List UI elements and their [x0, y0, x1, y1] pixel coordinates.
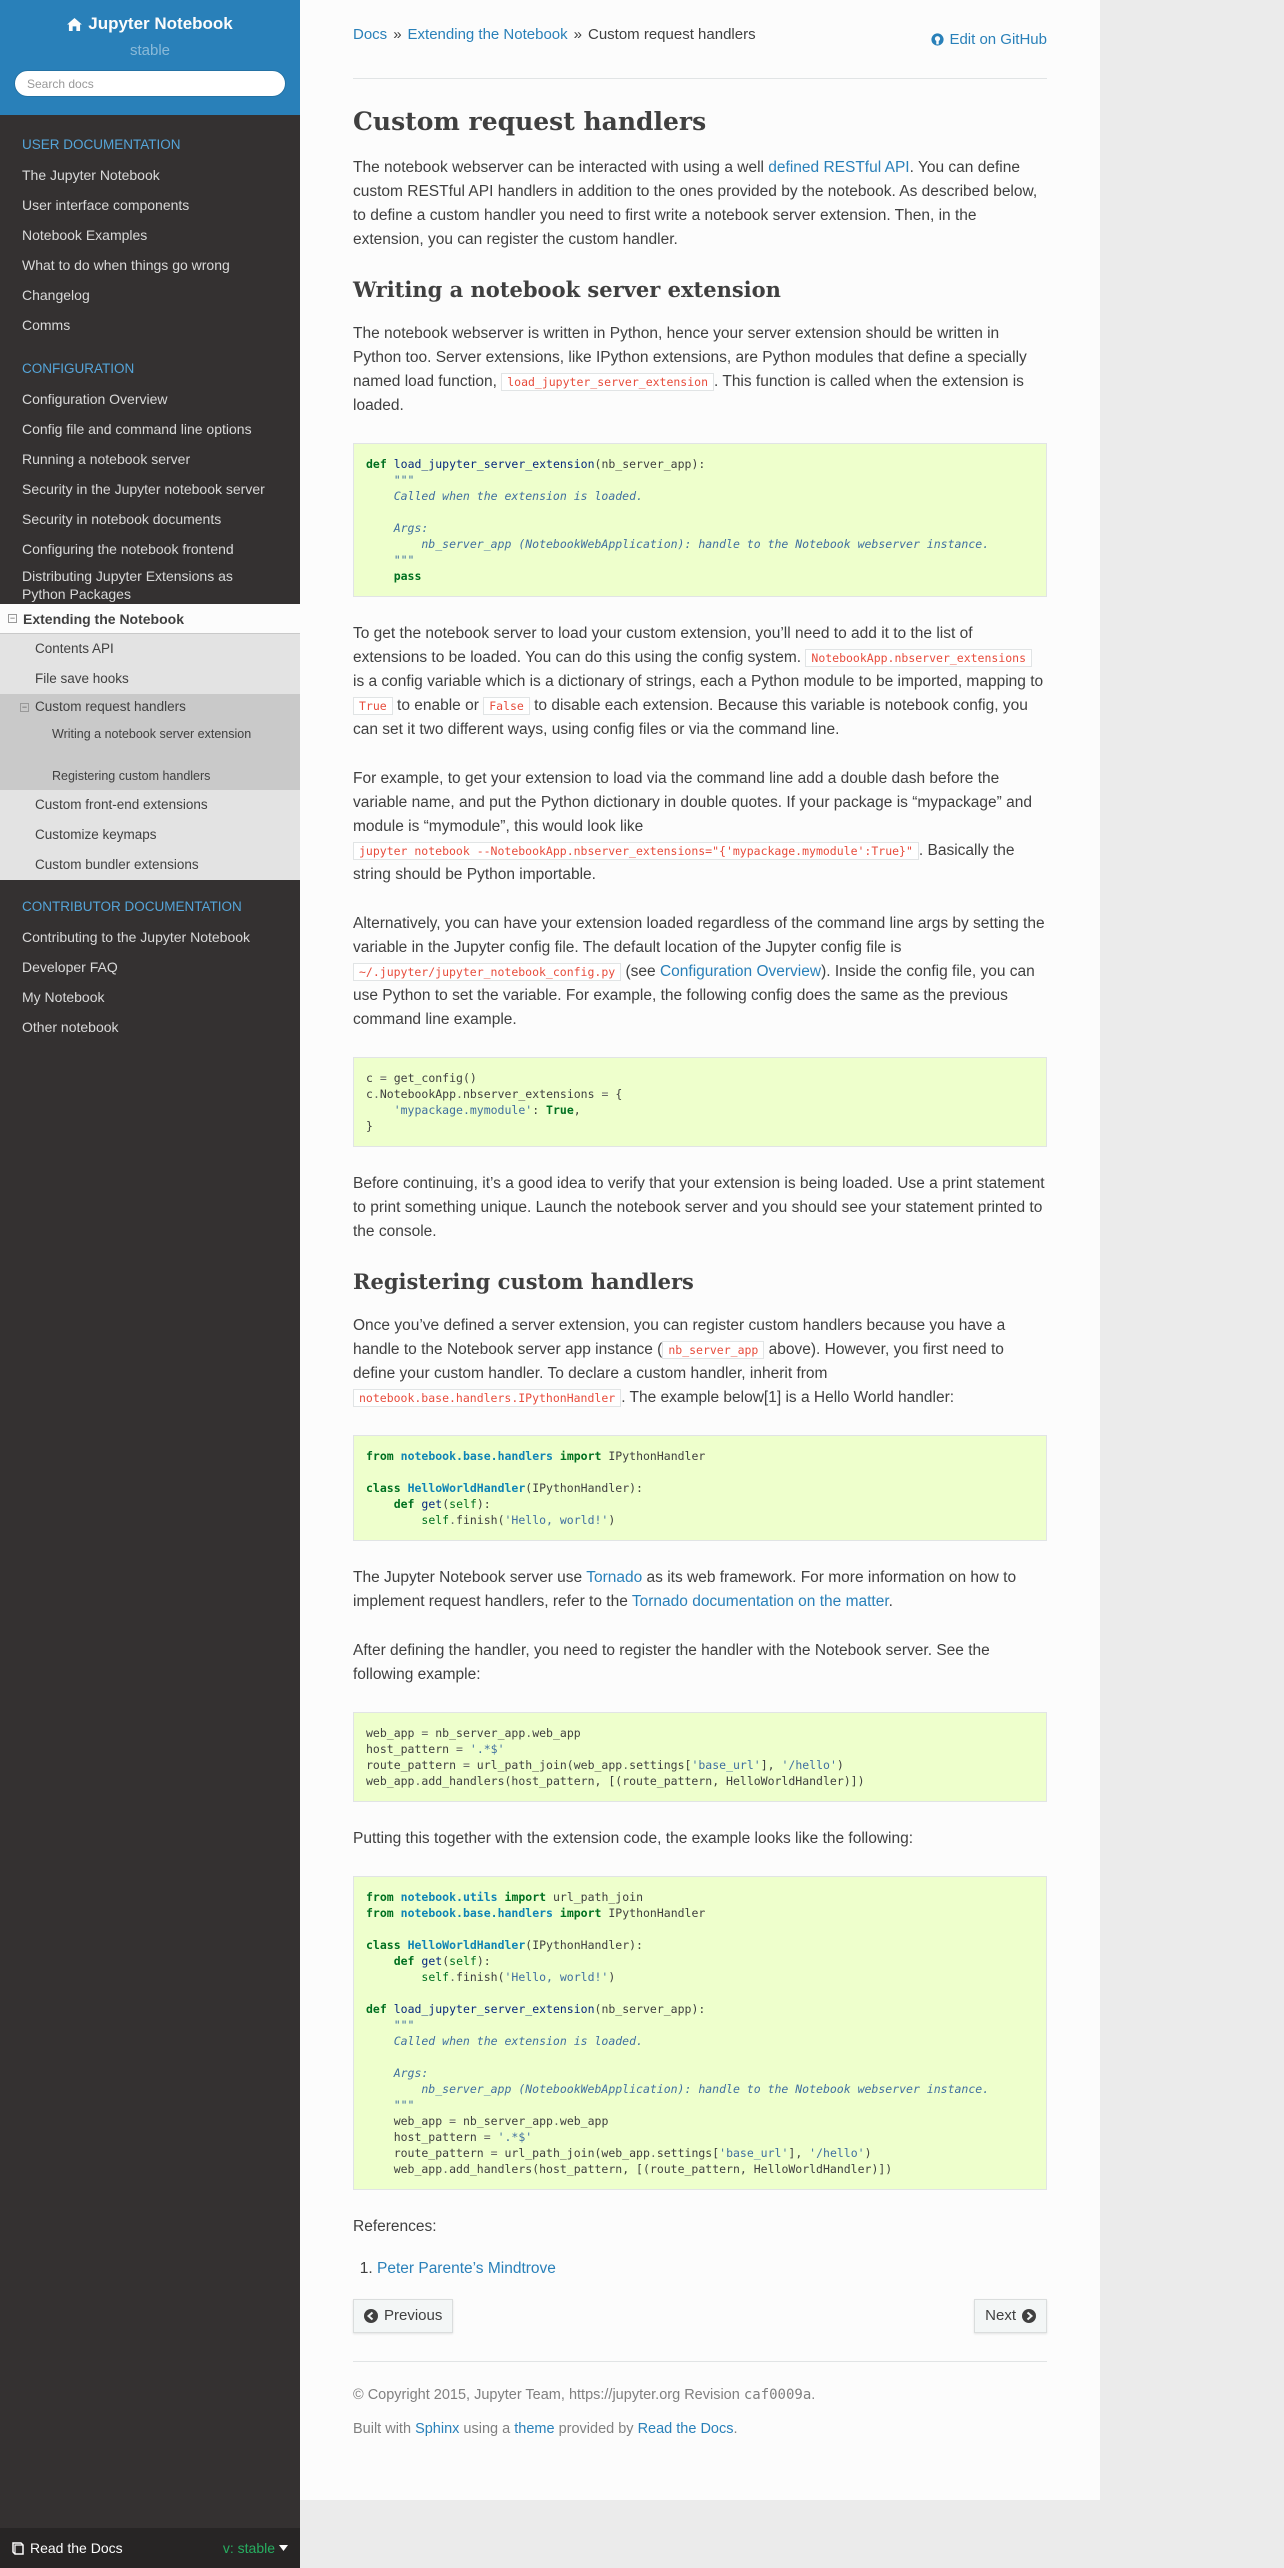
- code-block-full-example: from notebook.utils import url_path_join from notebook.base.handlers import IPythonHandler class HelloWorldHandler(IPythonHandler): def get(self): self.finish('Hello, world!') def load_jupyter_server_extension(nb_server_app): """ Called when the extension is loaded. Args: nb_server_app (NotebookWebApplication): handle to the Notebook webserver instance. """ web_app = nb_server_app.web_app host_pattern = '.*$' route_pattern = url_path_join(web_app.settings['base_url'], '/hello') web_app.add_handlers(host_pattern, [(route_pattern, HelloWorldHandler)]): [353, 1876, 1047, 2190]
- read-the-docs-link[interactable]: Read the Docs: [637, 2421, 734, 2437]
- sidebar-item-changelog[interactable]: Changelog: [22, 287, 90, 303]
- sphinx-link[interactable]: Sphinx: [415, 2421, 460, 2437]
- tornado-docs-link[interactable]: Tornado documentation on the matter: [631, 1593, 889, 1610]
- home-icon: [67, 18, 82, 31]
- breadcrumb-current: Custom request handlers: [588, 26, 756, 43]
- collapse-icon[interactable]: −: [21, 701, 28, 712]
- sidebar-item-label: Custom request handlers: [35, 699, 186, 714]
- sidebar-item-comms[interactable]: Comms: [22, 317, 71, 333]
- references-list: [377, 2257, 1047, 2281]
- breadcrumb-separator: »: [393, 26, 402, 43]
- sidebar-item-custom-request-handlers[interactable]: [0, 694, 300, 720]
- search-input[interactable]: [14, 70, 286, 97]
- sidebar-item-customize-keymaps[interactable]: Customize keymaps: [0, 820, 300, 850]
- previous-label: Previous: [384, 2307, 443, 2324]
- sidebar-item-config-file[interactable]: Config file and command line options: [22, 421, 252, 437]
- code-block-hello-handler: from notebook.base.handlers import IPythonHandler class HelloWorldHandler(IPythonHandler): def get(self): self.finish('Hello, world!'): [353, 1435, 1047, 1541]
- previous-button[interactable]: [353, 2299, 453, 2333]
- footer-divider: [353, 2361, 1047, 2362]
- caption-user-docs: USER DOCUMENTATION: [22, 137, 181, 152]
- section-heading-registering: Registering custom handlers: [353, 1269, 694, 1294]
- collapse-icon[interactable]: −: [9, 613, 16, 623]
- inline-code: ~/.jupyter/jupyter_notebook_config.py: [353, 963, 621, 981]
- breadcrumb-extending[interactable]: Extending the Notebook: [407, 26, 568, 43]
- rtd-label-group: [12, 2540, 123, 2556]
- sidebar-item-other-notebook[interactable]: Other notebook: [22, 1019, 119, 1035]
- page-title: Custom request handlers: [353, 107, 707, 136]
- book-icon: [12, 2542, 24, 2555]
- sidebar-item-ui-components[interactable]: User interface components: [22, 197, 190, 213]
- paragraph: Alternatively, you can have your extension loaded regardless of the command line args by setting the variable in the Jupyter config file. The default location of the Jupyter config file is ~/.jupyter/jupyter_notebook_config.py (see Configuration Overview). Inside the config file, you can use Python to set the variable. For example, the following config does the same as the previous command line example.: [353, 915, 1045, 1028]
- pagination: [353, 2299, 1047, 2333]
- sidebar-item-notebook-examples[interactable]: Notebook Examples: [22, 227, 148, 243]
- inline-code: False: [483, 697, 530, 715]
- sidebar-item-contents-api[interactable]: Contents API: [0, 634, 300, 664]
- built-with: Built with Sphinx using a theme provided by Read the Docs.: [353, 2421, 738, 2437]
- inline-code: jupyter notebook --NotebookApp.nbserver_extensions="{'mypackage.mymodule':True}": [353, 842, 919, 860]
- paragraph: The notebook webserver is written in Python, hence your server extension should be written in Python too. Server extensions, like IPython extensions, are Python modules that define a specially named load function, load_jupyter_server_extension . This function is called when the extension is loaded.: [353, 325, 1027, 414]
- sidebar-item-file-save-hooks[interactable]: File save hooks: [0, 664, 300, 694]
- sidebar-item-label: Extending the Notebook: [23, 610, 184, 627]
- edit-on-github-label: Edit on GitHub: [949, 30, 1047, 48]
- revision-code: caf0009a: [743, 2387, 812, 2403]
- sidebar-item-troubleshooting[interactable]: What to do when things go wrong: [22, 257, 230, 273]
- brand-title: Jupyter Notebook: [88, 14, 233, 33]
- sidebar-item-contributing[interactable]: Contributing to the Jupyter Notebook: [22, 929, 251, 945]
- sidebar-item-bundler-extensions[interactable]: Custom bundler extensions: [0, 850, 300, 880]
- sidebar-item-developer-faq[interactable]: Developer FAQ: [22, 959, 118, 975]
- list-item: [377, 2257, 1047, 2281]
- inline-code: load_jupyter_server_extension: [501, 373, 714, 391]
- copyright: © Copyright 2015, Jupyter Team, https://jupyter.org Revision caf0009a.: [353, 2387, 816, 2403]
- section-heading-writing: Writing a notebook server extension: [353, 277, 781, 302]
- mindtrove-link[interactable]: Peter Parente’s Mindtrove: [377, 2260, 556, 2277]
- inline-code: NotebookApp.nbserver_extensions: [805, 649, 1032, 667]
- brand-link[interactable]: [0, 14, 300, 34]
- inline-code: nb_server_app: [662, 1341, 764, 1359]
- restful-api-link[interactable]: defined RESTful API: [768, 159, 910, 176]
- caption-configuration: CONFIGURATION: [22, 361, 135, 376]
- rtd-version-bar[interactable]: [0, 2528, 300, 2568]
- sidebar-item-distributing-extensions[interactable]: Distributing Jupyter Extensions as Python Packages: [22, 568, 233, 602]
- sidebar-item-security-docs[interactable]: Security in notebook documents: [22, 511, 222, 527]
- paragraph: For example, to get your extension to load via the command line add a double dash before the variable name, and put the Python dictionary in double quotes. If your package is “mypackage” and module is “mymodule”, this would look like jupyter notebook --NotebookApp.nbserver_extensions="{'mypackage.mymodule':True}" . Basically the string should be Python importable.: [353, 770, 1032, 883]
- version-label: stable: [129, 42, 171, 59]
- breadcrumb-docs[interactable]: Docs: [353, 26, 388, 43]
- arrow-right-circle-icon: [1022, 2309, 1036, 2323]
- paragraph: The Jupyter Notebook server use Tornado as its web framework. For more information on how to implement request handlers, refer to the Tornado documentation on the matter.: [353, 1569, 1017, 1610]
- caret-down-icon: [279, 2545, 288, 2551]
- edit-on-github-link[interactable]: [931, 26, 1047, 52]
- code-block-load-extension: def load_jupyter_server_extension(nb_server_app): """ Called when the extension is loaded. Args: nb_server_app (NotebookWebApplication): handle to the Notebook webserver instance. """ pass: [353, 443, 1047, 597]
- sidebar-item-config-overview[interactable]: Configuration Overview: [22, 391, 168, 407]
- content-area: [300, 0, 1100, 2500]
- breadcrumb: [353, 26, 1047, 52]
- inline-code: True: [353, 697, 393, 715]
- arrow-left-circle-icon: [364, 2309, 378, 2323]
- tornado-link[interactable]: Tornado: [586, 1569, 643, 1586]
- sidebar-item-writing-extension[interactable]: Writing a notebook server extension: [0, 720, 300, 762]
- next-button[interactable]: [974, 2299, 1047, 2333]
- breadcrumb-separator: »: [573, 26, 582, 43]
- code-block-config: c = get_config() c.NotebookApp.nbserver_extensions = { 'mypackage.mymodule': True, }: [353, 1057, 1047, 1147]
- intro-paragraph: The notebook webserver can be interacted with using a well defined RESTful API. You can define custom RESTful API handlers in addition to the ones provided by the notebook. As described below, to define a custom handler you need to first write a notebook server extension. Then, in the extension, you can register the custom handler.: [353, 159, 1038, 248]
- sidebar-item-jupyter-notebook[interactable]: The Jupyter Notebook: [22, 167, 160, 183]
- breadcrumb-divider: [353, 78, 1047, 79]
- sidebar-item-security-server[interactable]: Security in the Jupyter notebook server: [22, 481, 265, 497]
- sidebar-item-registering-handlers[interactable]: Registering custom handlers: [0, 762, 300, 790]
- sidebar-item-my-notebook[interactable]: My Notebook: [22, 989, 105, 1005]
- paragraph: Once you’ve defined a server extension, you can register custom handlers because you have a handle to the Notebook server app instance ( nb_server_app above). However, you first need to define your custom handler. To declare a custom handler, inherit from notebook.base.handlers.IPythonHandler . The example below[1] is a Hello World handler:: [353, 1317, 1006, 1406]
- rtd-label: Read the Docs: [30, 2540, 123, 2556]
- sidebar-item-running-server[interactable]: Running a notebook server: [22, 451, 191, 467]
- paragraph: Putting this together with the extension code, the example looks like the following:: [353, 1830, 914, 1847]
- github-icon: [931, 33, 944, 46]
- sidebar: [0, 0, 300, 2568]
- sidebar-item-extending-notebook[interactable]: [0, 604, 300, 634]
- version-selector[interactable]: [223, 2540, 288, 2556]
- inline-code: notebook.base.handlers.IPythonHandler: [353, 1389, 621, 1407]
- code-block-register: web_app = nb_server_app.web_app host_pattern = '.*$' route_pattern = url_path_join(web_app.settings['base_url'], '/hello') web_app.add_handlers(host_pattern, [(route_pattern, HelloWorldHandler)]): [353, 1712, 1047, 1802]
- sidebar-header: [0, 0, 300, 115]
- config-overview-link[interactable]: Configuration Overview: [659, 963, 822, 980]
- footer: [353, 2384, 1047, 2440]
- paragraph: To get the notebook server to load your custom extension, you’ll need to add it to the list of extensions to be loaded. You can do this using the config system. NotebookApp.nbserver_extensions is a config variable which is a dictionary of strings, each a Python module to be imported, mapping to True to enable or False to disable each extension. Because this variable is notebook config, you can set it two different ways, using config files or via the command line.: [353, 625, 1044, 738]
- theme-link[interactable]: theme: [514, 2421, 555, 2437]
- references-label: References:: [353, 2218, 437, 2235]
- next-label: Next: [985, 2307, 1016, 2324]
- caption-contributor-docs: CONTRIBUTOR DOCUMENTATION: [22, 899, 242, 914]
- paragraph: After defining the handler, you need to register the handler with the Notebook server. See the following example:: [353, 1642, 990, 1683]
- version-value: v: stable: [222, 2540, 275, 2556]
- sidebar-item-frontend-config[interactable]: Configuring the notebook frontend: [22, 541, 234, 557]
- sidebar-item-frontend-extensions[interactable]: Custom front-end extensions: [0, 790, 300, 820]
- paragraph: Before continuing, it’s a good idea to verify that your extension is being loaded. Use a print statement to print something unique. Launch the notebook server and you should see your statement printed to the console.: [353, 1175, 1045, 1240]
